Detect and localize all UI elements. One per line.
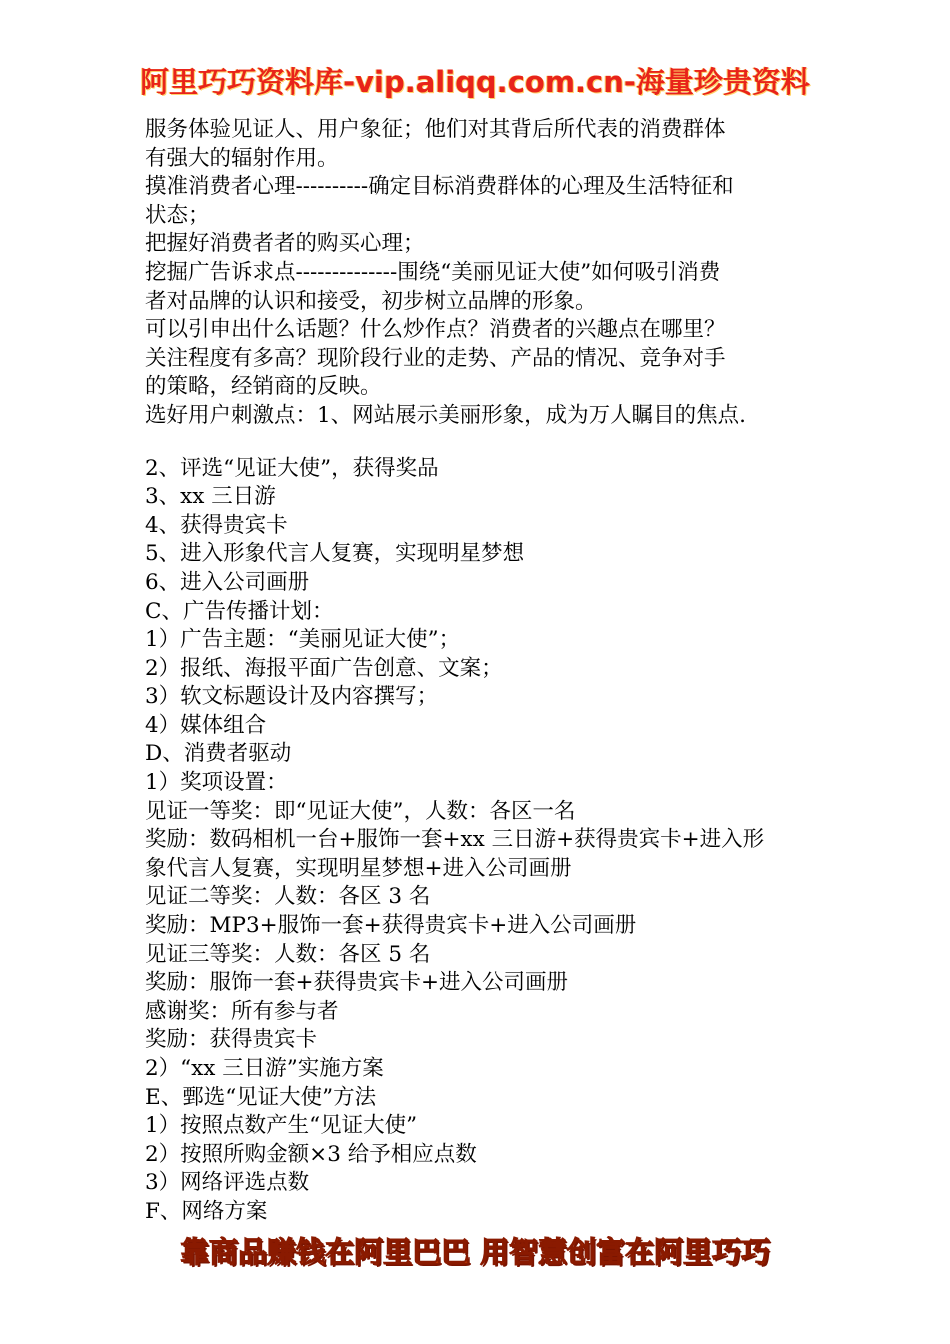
text-line: 感谢奖：所有参与者 — [145, 998, 339, 1024]
text-line: 服务体验见证人、用户象征；他们对其背后所代表的消费群体 — [145, 117, 726, 142]
text-line: 者对品牌的认识和接受，初步树立品牌的形象。 — [145, 288, 597, 314]
text-line: 2、评选“见证大使”，获得奖品 — [145, 455, 439, 481]
text-line: 见证一等奖：即“见证大使”，人数：各区一名 — [145, 798, 576, 824]
text-line: 见证二等奖：人数：各区 3 名 — [145, 884, 431, 910]
text-line: 1）奖项设置： — [145, 770, 288, 796]
text-line: 可以引申出什么话题？什么炒作点？消费者的兴趣点在哪里？ — [145, 317, 726, 343]
section-heading: C、广告传播计划： — [145, 598, 334, 624]
text-line: 奖励：获得贵宾卡 — [145, 1027, 318, 1053]
text-line: 6、进入公司画册 — [145, 569, 310, 595]
text-line: 1）按照点数产生“见证大使” — [145, 1113, 418, 1139]
text-line: 的策略，经销商的反映。 — [145, 374, 382, 400]
text-line: 2）按照所购金额×3 给予相应点数 — [145, 1141, 477, 1167]
text-line: 状态； — [145, 202, 210, 228]
text-line: 2）报纸、海报平面广告创意、文案； — [145, 655, 503, 681]
text-line: 奖励：数码相机一台+服饰一套+xx 三日游+获得贵宾卡+进入形 — [145, 827, 765, 853]
text-line: 奖励：MP3+服饰一套+获得贵宾卡+进入公司画册 — [145, 913, 637, 939]
section-heading: E、鄄选“见证大使”方法 — [145, 1084, 377, 1110]
text-line: 摸准消费者心理----------确定目标消费群体的心理及生活特征和 — [145, 174, 734, 200]
paragraph-block-a — [145, 116, 825, 431]
text-line: 把握好消费者者的购买心理； — [145, 231, 425, 257]
blank-line — [145, 431, 825, 455]
text-line: 3）软文标题设计及内容撰写； — [145, 684, 439, 710]
text-line: 有强大的辐射作用。 — [145, 145, 339, 171]
section-heading: D、消费者驱动 — [145, 741, 292, 767]
footer-banner: 靠商品赚钱在阿里巴巴 用智慧创富在阿里巧巧 — [179, 1235, 771, 1269]
section-heading: F、网络方案 — [145, 1198, 268, 1224]
text-line: 关注程度有多高？现阶段行业的走势、产品的情况、竞争对手 — [145, 345, 726, 371]
paragraph-block-b — [145, 455, 825, 1227]
text-line: 奖励：服饰一套+获得贵宾卡+进入公司画册 — [145, 970, 569, 996]
text-line: 2）“xx 三日游”实施方案 — [145, 1056, 384, 1081]
text-line: 3、xx 三日游 — [145, 484, 276, 510]
text-line: 5、进入形象代言人复赛，实现明星梦想 — [145, 541, 525, 567]
document-body — [145, 116, 825, 1227]
text-line: 3）网络评选点数 — [145, 1170, 310, 1196]
text-line: 象代言人复赛，实现明星梦想+进入公司画册 — [145, 855, 572, 881]
text-line: 见证三等奖：人数：各区 5 名 — [145, 941, 431, 967]
text-line: 4、获得贵宾卡 — [145, 512, 288, 538]
text-line: 挖掘广告诉求点--------------围绕“美丽见证大使”如何吸引消费 — [145, 259, 721, 285]
text-line: 1）广告主题：“美丽见证大使”； — [145, 627, 461, 653]
text-line: 4）媒体组合 — [145, 712, 267, 738]
header-banner: 阿里巧巧资料库-vip.aliqq.com.cn-海量珍贵资料 — [140, 65, 810, 99]
text-line: 选好用户刺激点：1、网站展示美丽形象，成为万人瞩目的焦点. — [145, 402, 747, 428]
